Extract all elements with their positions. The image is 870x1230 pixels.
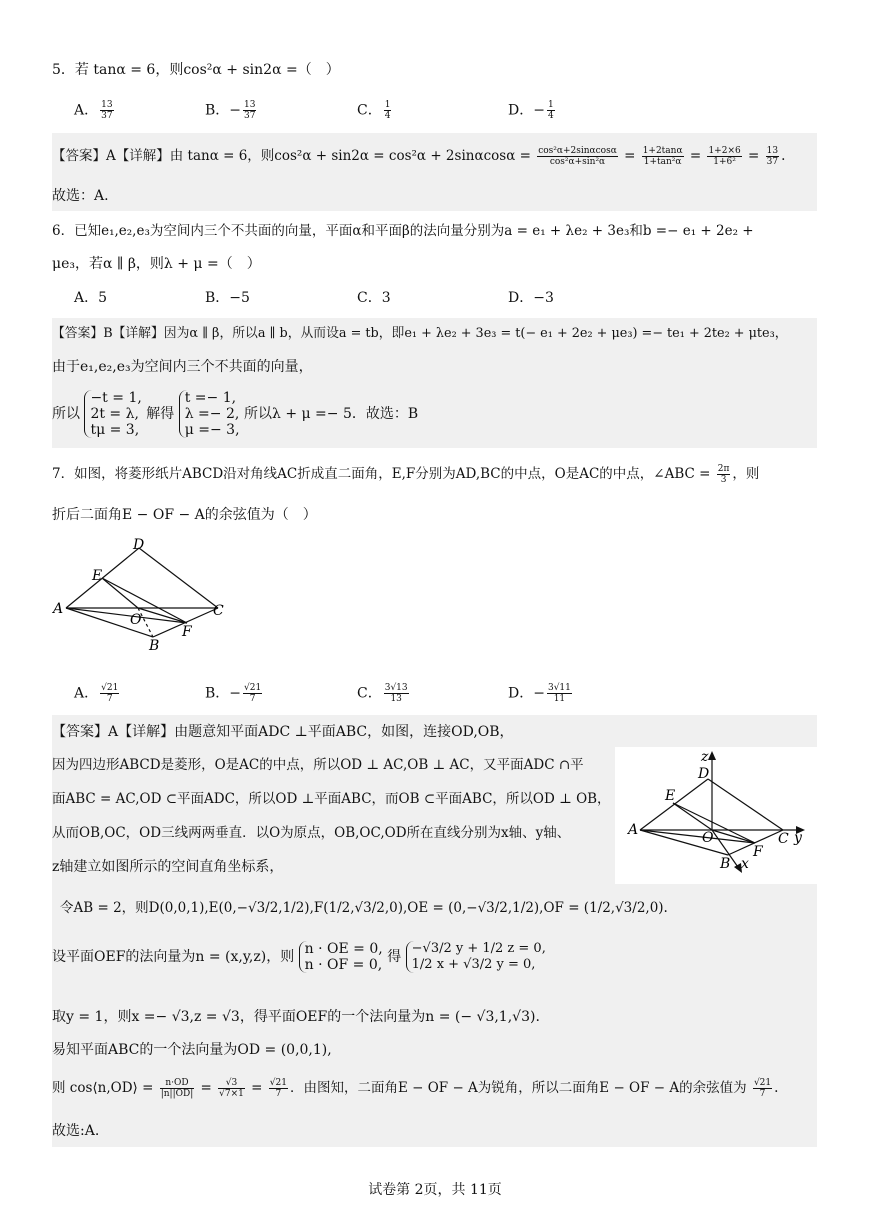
q7-answer-line2: 因为四边形ABCD是菱形，O是AC的中点，所以OD ⊥ AC,OB ⊥ AC，又平面ADC ∩平: [52, 757, 584, 773]
label-d-2: D: [698, 766, 710, 782]
q7-figure-rhombus: [50, 535, 240, 655]
q7-figure-coordinates: [615, 747, 817, 884]
q5-answer-box: [52, 133, 817, 211]
label-d: D: [133, 537, 145, 553]
axis-z-label: z: [701, 749, 709, 765]
label-a: A: [53, 601, 64, 617]
q6-option-d: D．−3: [508, 290, 554, 306]
label-o-2: O: [702, 830, 714, 846]
q5-answer-line: 【答案】A【详解】由 tanα = 6，则cos²α + sin2α = cos²α + 2sinαcosα = $\frac{\text{cos²α+2sinαcosα}}{\text{cos²α+sin²α}}$ = $\frac{1+2\tan\alpha}{\text{1+tan²α}}$ = $\frac{1+2\times 6}{\text{1+6²}}$ = $\frac{13}{37}$ .: [52, 146, 786, 167]
q5-conclusion: 故选：A.: [52, 188, 109, 204]
q6-system-2: t =− 1, λ =− 2, μ =− 3,: [179, 390, 240, 438]
q7-answer-line3: 面ABC = AC,OD ⊂平面ADC，所以OD ⊥平面ABC，而OB ⊂平面ABC，所以OD ⊥ OB，: [52, 791, 611, 807]
q7-option-d: D．− $\frac{3√11}{11}$: [508, 683, 571, 704]
q6-option-a: A．5: [74, 290, 108, 306]
q7-option-a: A． $\frac{√21}{7}$: [74, 683, 119, 704]
q6-answer-line2: 由于e₁,e₂,e₃为空间内三个不共面的向量，: [52, 359, 313, 375]
q7-stem-line2: 折后二面角E − OF − A的余弦值为（ ）: [52, 507, 317, 523]
q6-stem-line2: μe₃，若α ∥ β，则λ + μ =（ ）: [52, 256, 261, 272]
q7-answer-line5: z轴建立如图所示的空间直角坐标系，: [52, 859, 284, 875]
q7-system-2: −√3/2 y + 1/2 z = 0, 1/2 x + √3/2 y = 0,: [406, 941, 546, 973]
label-c: C: [213, 603, 224, 619]
q7-answer-line7: 设平面OEF的法向量为n = (x,y,z)，则 n · OE = 0, n · OF = 0, 得 −√3/2 y + 1/2 z = 0, 1/2 x + √3/2 y = 0,: [52, 941, 546, 973]
q7-conclusion: 故选:A.: [52, 1123, 100, 1139]
label-f-2: F: [753, 844, 763, 860]
q5-option-a: A． $\frac{13}{37}$: [74, 100, 113, 121]
label-b: B: [149, 638, 160, 654]
q5-option-d: D．− $\frac{1}{4}$: [508, 100, 554, 121]
q7-system-1: n · OE = 0, n · OF = 0,: [299, 941, 383, 973]
q7-answer-line6: 令AB = 2，则D(0,0,1),E(0,−√3/2,1/2),F(1/2,√3/2,0),OE = (0,−√3/2,1/2),OF = (1/2,√3/2,0).: [60, 900, 668, 916]
q6-answer-line1: 【答案】B【详解】因为α ∥ β，所以a ∥ b，从而设a = tb，即e₁ + λe₂ + 3e₃ = t(− e₁ + 2e₂ + μe₃) =− te₁ + 2te₂ + μte₃，: [52, 326, 788, 341]
q6-option-b: B．−5: [205, 290, 250, 306]
q7-answer-line9: 易知平面ABC的一个法向量为OD = (0,0,1),: [52, 1042, 332, 1058]
q7-answer-line4: 从而OB,OC，OD三线两两垂直．以O为原点，OB,OC,OD所在直线分别为x轴、y轴、: [52, 825, 571, 841]
q7-answer-line8: 取y = 1，则x =− √3,z = √3，得平面OEF的一个法向量为n = (− √3,1,√3).: [52, 1009, 540, 1025]
q5-option-c: C． $\frac{1}{4}$: [357, 100, 391, 121]
axis-y-label: y: [794, 830, 802, 846]
axis-x-label: x: [741, 856, 749, 872]
label-e: E: [92, 568, 103, 584]
label-o: O: [130, 612, 142, 628]
label-e-2: E: [665, 788, 676, 804]
q7-option-b: B．− $\frac{√21}{7}$: [205, 683, 262, 704]
q5-option-b: B．− $\frac{13}{37}$: [205, 100, 256, 121]
q7-stem-line1: 7．如图，将菱形纸片ABCD沿对角线AC折成直二面角，E,F分别为AD,BC的中点，O是AC的中点，∠ABC = $\frac{2\pi}{3}$ ，则: [52, 464, 760, 485]
page-footer: 试卷第 2页，共 11页: [368, 1182, 502, 1198]
q6-answer-systems: 所以 −t = 1, 2t = λ, tμ = 3, 解得 t =− 1, λ =− 2, μ =− 3, 所以λ + μ =− 5．故选：B: [52, 390, 419, 438]
q7-answer-line10: 则 cos⟨n,OD⟩ = $\frac{n\cdot OD}{|n||OD|}$ = $\frac{√3}{√7\times 1}$ = $\frac{√21}{7}$ ．由图知，二面角E − OF − A为锐角，所以二面角E − OF − A的余弦值为 $\frac{√21}{7}$ .: [52, 1078, 779, 1099]
q6-system-1: −t = 1, 2t = λ, tμ = 3,: [84, 390, 141, 438]
label-b-2: B: [720, 856, 731, 872]
label-f: F: [182, 624, 192, 640]
q5-stem: 5．若 tanα = 6，则cos²α + sin2α =（ ）: [52, 62, 340, 78]
label-a-2: A: [628, 822, 639, 838]
q7-option-c: C． $\frac{3√13}{13}$: [357, 683, 408, 704]
label-c-2: C: [778, 831, 789, 847]
q6-option-c: C．3: [357, 290, 391, 306]
q7-answer-line1: 【答案】A【详解】由题意知平面ADC ⊥平面ABC，如图，连接OD,OB，: [52, 724, 514, 740]
q6-stem-line1: 6．已知e₁,e₂,e₃为空间内三个不共面的向量，平面α和平面β的法向量分别为a = e₁ + λe₂ + 3e₃和b =− e₁ + 2e₂ +: [52, 223, 754, 239]
